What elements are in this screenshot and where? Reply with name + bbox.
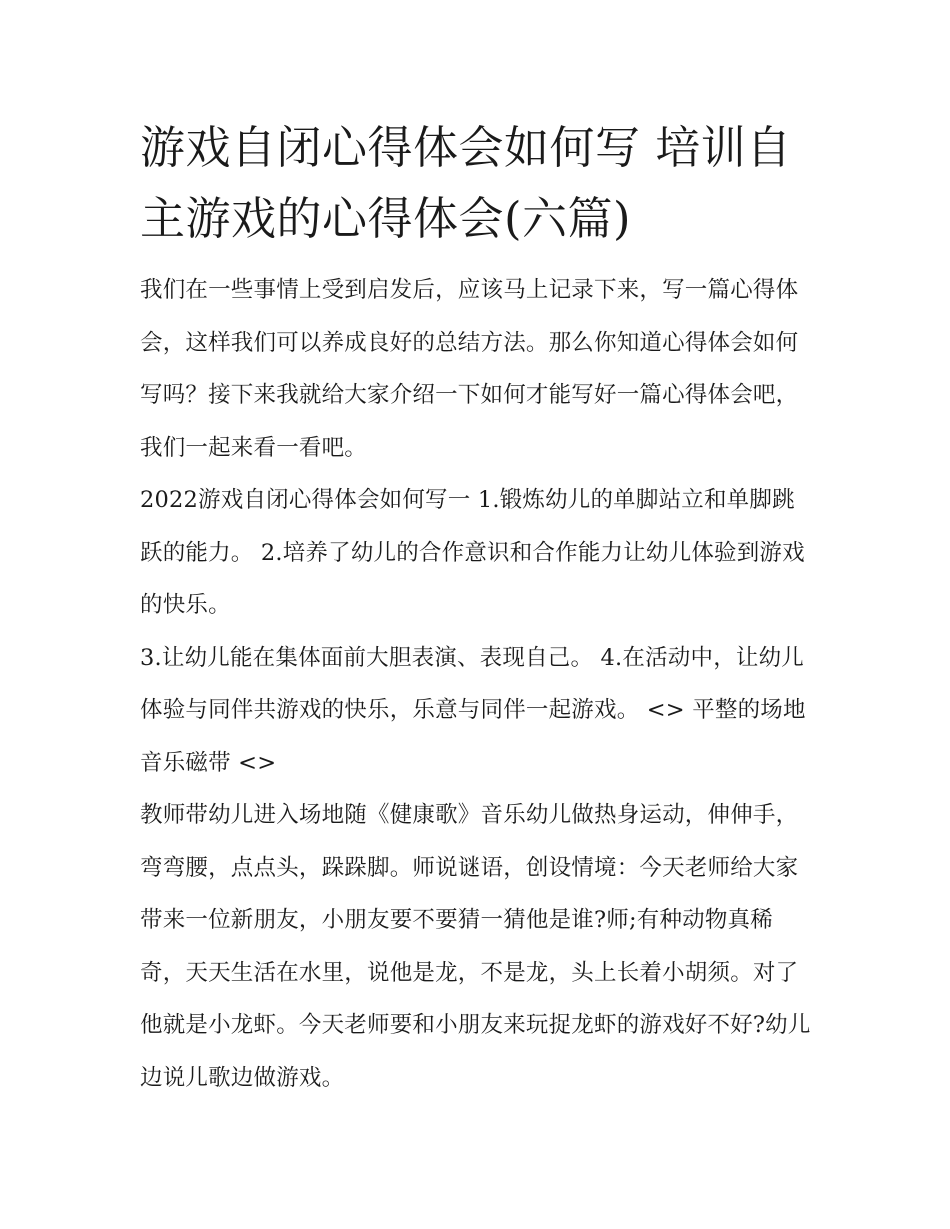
document-page <box>140 112 812 1104</box>
paragraph-section-2: 3.让幼儿能在集体面前大胆表演、表现自己。 4.在活动中，让幼儿体验与同伴共游戏的快乐，乐意与同伴一起游戏。 <> 平整的场地 音乐磁带 <> <box>140 644 806 776</box>
document-title: 游戏自闭心得体会如何写 培训自主游戏的心得体会(六篇) <box>140 121 792 245</box>
paragraph-section-1: 2022游戏自闭心得体会如何写一 1.锻炼幼儿的单脚站立和单脚跳跃的能力。 2.培养了幼儿的合作意识和合作能力让幼儿体验到游戏的快乐。 <box>140 487 805 618</box>
paragraph-section-3: 教师带幼儿进入场地随《健康歌》音乐幼儿做热身运动，伸伸手，弯弯腰，点点头，跺跺脚。师说谜语，创设情境：今天老师给大家带来一位新朋友，小朋友要不要猜一猜他是谁?师;有种动物真稀奇，天天生活在水里，说他是龙，不是龙，头上长着小胡须。对了他就是小龙虾。今天老师要和小朋友来玩捉龙虾的游戏好不好?幼儿边说儿歌边做游戏。 <box>140 802 811 1091</box>
paragraph-intro: 我们在一些事情上受到启发后，应该马上记录下来，写一篇心得体会，这样我们可以养成良好的总结方法。那么你知道心得体会如何写吗？接下来我就给大家介绍一下如何才能写好一篇心得体会吧，我们一起来看一看吧。 <box>140 277 799 461</box>
